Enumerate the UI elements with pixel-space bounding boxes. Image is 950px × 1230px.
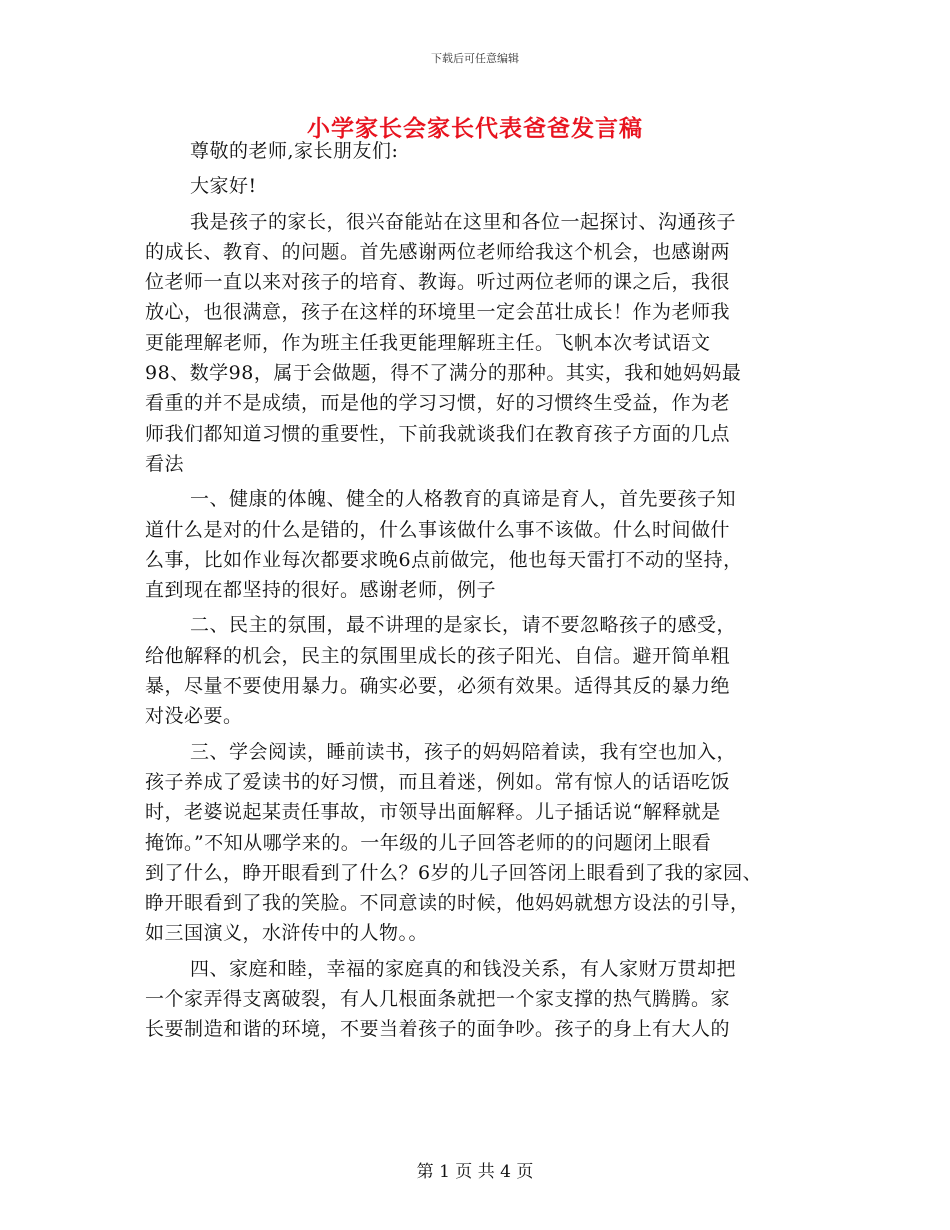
greeting-line: 尊敬的老师,家长朋友们: (190, 140, 399, 162)
hello-line: 大家好! (190, 175, 257, 198)
paragraph-line: 我是孩子的家长，很兴奋能站在这里和各位一起探讨、沟通孩子 (190, 210, 737, 233)
paragraph-line: 三、学会阅读，睡前读书，孩子的妈妈陪着读，我有空也加入， (190, 740, 737, 763)
paragraph-health (145, 484, 805, 605)
paragraph-line: 二、民主的氛围，最不讲理的是家长，请不要忽略孩子的感受， (190, 614, 737, 637)
paragraph-line: 更能理解老师，作为班主任我更能理解班主任。飞帆本次考试语文 (145, 331, 711, 354)
paragraph-line: 么事，比如作业每次都要求晚6点前做完，他也每天雷打不动的坚持， (145, 548, 743, 571)
paragraph-line: 睁开眼看到了我的笑脸。不同意读的时候，他妈妈就想方设法的引导， (145, 892, 750, 915)
paragraph-line: 直到现在都坚持的很好。感谢老师，例子 (145, 579, 497, 602)
paragraph-line: 如三国演义，水浒传中的人物。。 (145, 922, 429, 945)
paragraph-line: 对没必要。 (145, 705, 243, 728)
paragraph-line: 放心，也很满意，孩子在这样的环境里一定会茁壮成长！作为老师我 (145, 301, 731, 324)
paragraph-line: 暴，尽量不要使用暴力。确实必要，必须有效果。适得其反的暴力绝 (145, 675, 731, 698)
paragraph-line: 到了什么，睁开眼看到了什么？6岁的儿子回答闭上眼看到了我的家园、 (145, 861, 763, 884)
paragraph-intro (145, 207, 805, 480)
paragraph-line: 一、健康的体魄、健全的人格教育的真谛是育人，首先要孩子知 (190, 488, 737, 511)
paragraph-reading (145, 737, 805, 949)
page-number-footer: 第 1 页 共 4 页 (416, 1162, 534, 1182)
paragraph-line: 看法 (145, 452, 185, 475)
paragraph-family (145, 954, 805, 1045)
paragraph-line: 孩子养成了爱读书的好习惯，而且着迷，例如。常有惊人的话语吃饭 (145, 770, 731, 793)
paragraph-line: 给他解释的机会，民主的氛围里成长的孩子阳光、自信。避开简单粗 (145, 644, 731, 667)
paragraph-line: 98、数学98，属于会做题，得不了满分的那种。其实，我和她妈妈最 (145, 362, 742, 385)
paragraph-line: 四、家庭和睦，幸福的家庭真的和钱没关系，有人家财万贯却把 (190, 957, 737, 980)
paragraph-line: 师我们都知道习惯的重要性，下前我就谈我们在教育孩子方面的几点 (145, 422, 731, 445)
paragraph-line: 位老师一直以来对孩子的培育、教诲。听过两位老师的课之后，我很 (145, 271, 731, 294)
paragraph-line: 的成长、教育、的问题。首先感谢两位老师给我这个机会，也感谢两 (145, 240, 731, 263)
paragraph-democracy (145, 610, 805, 731)
paragraph-line: 时，老婆说起某责任事故，市领导出面解释。儿子插话说“解释就是 (145, 801, 721, 824)
paragraph-line: 长要制造和谐的环境，不要当着孩子的面争吵。孩子的身上有大人的 (145, 1018, 731, 1041)
paragraph-line: 掩饰。”不知从哪学来的。一年级的儿子回答老师的的问题闭上眼看 (145, 831, 712, 854)
paragraph-line: 看重的并不是成绩，而是他的学习习惯，好的习惯终生受益，作为老 (145, 392, 731, 415)
document-body (145, 136, 805, 1045)
document-title: 小学家长会家长代表爸爸发言稿 (307, 115, 643, 142)
paragraph-line: 道什么是对的什么是错的，什么事该做什么事不该做。什么时间做什 (145, 518, 731, 541)
page-header: 下载后可任意编辑 (431, 52, 519, 65)
paragraph-line: 一个家弄得支离破裂，有人几根面条就把一个家支撑的热气腾腾。家 (145, 988, 731, 1011)
